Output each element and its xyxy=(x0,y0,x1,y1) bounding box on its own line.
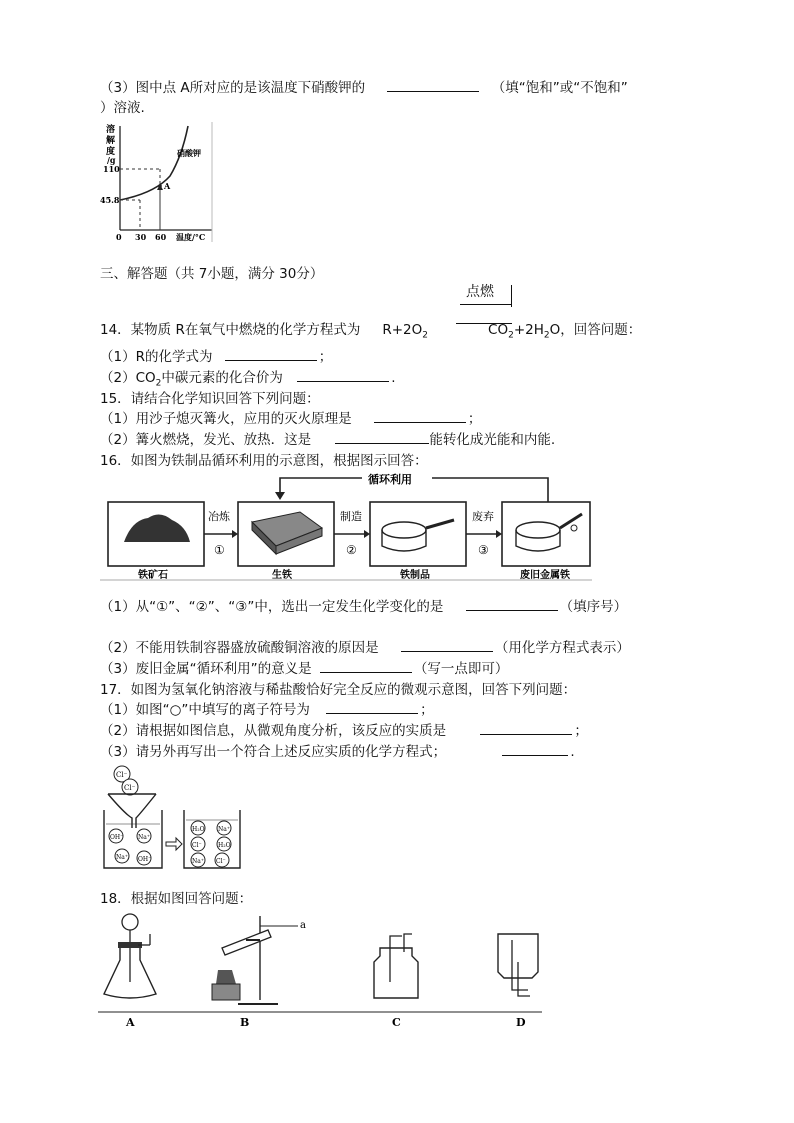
eq-right-sub2: 2 xyxy=(543,330,550,341)
answer-blank[interactable] xyxy=(466,598,558,611)
q14-sub1-text: （1）R的化学式为 xyxy=(100,349,213,365)
y-label-1: 溶 xyxy=(106,125,116,135)
box4-label: 废旧金属铁 xyxy=(520,570,570,581)
q16-sub2-text: （2）不能用铁制容器盛放硫酸铜溶液的原因是 xyxy=(100,640,379,656)
answer-blank[interactable] xyxy=(225,348,317,361)
answer-blank[interactable] xyxy=(320,660,412,673)
q13-line2: ）溶液. xyxy=(100,100,145,116)
q15-sub2 xyxy=(100,431,555,449)
right-ion-5: Na⁺ xyxy=(192,858,204,865)
apparatus-a xyxy=(104,914,156,998)
arrow3-label: 废弃 xyxy=(472,510,494,523)
y-tick-45-8: 45.8 xyxy=(100,195,120,205)
q14-stem-text: 14．某物质 R在氧气中燃烧的化学方程式为 xyxy=(100,322,361,338)
answer-blank[interactable] xyxy=(401,639,493,652)
right-ion-4: H₂O xyxy=(218,842,231,849)
eq-right-sub: 2 xyxy=(508,330,514,341)
funnel-ion-1: Cl⁻ xyxy=(116,771,128,779)
x-tick-30: 30 xyxy=(135,232,147,242)
eq-right-a: CO xyxy=(488,322,509,338)
q17-stem: 17．如图为氢氧化钠溶液与稀盐酸恰好完全反应的微观示意图，回答下列问题： xyxy=(100,682,577,698)
answer-blank[interactable] xyxy=(502,743,568,756)
y-label-3: 度 xyxy=(106,147,116,157)
iron-cycle-diagram xyxy=(100,470,592,582)
q15-stem: 15．请结合化学知识回答下列问题： xyxy=(100,391,320,407)
y-tick-110: 110 xyxy=(103,164,120,174)
condition-line-right xyxy=(511,285,512,307)
right-ion-3: Cl⁻ xyxy=(192,842,202,849)
q14-sub2-end: . xyxy=(391,370,396,386)
funnel-ion-2: Cl⁻ xyxy=(124,784,136,792)
q15-sub2-text: （2）篝火燃烧，发光、放热．这是 xyxy=(100,432,312,448)
box1-label: 铁矿石 xyxy=(138,570,168,581)
right-ion-1: H₂O xyxy=(192,826,205,833)
scrap-pot-image xyxy=(516,522,560,538)
box2-label: 生铁 xyxy=(272,570,292,581)
box3-label: 铁制品 xyxy=(400,570,430,581)
label-c: C xyxy=(392,1016,401,1029)
point-a-dot xyxy=(158,184,162,188)
label-a: A xyxy=(126,1016,135,1029)
section-title: 三、解答题（共 7小题，满分 30分） xyxy=(100,266,324,282)
q15-sub2-end: 能转化成光能和内能. xyxy=(429,432,556,448)
answer-blank[interactable] xyxy=(335,431,429,444)
q17-sub2-end: ； xyxy=(574,723,588,739)
q16-sub2 xyxy=(100,639,630,657)
solubility-curve xyxy=(120,126,188,200)
reaction-condition: 点燃 xyxy=(466,284,494,300)
answer-blank[interactable] xyxy=(297,369,389,382)
eq-right-b: +2H xyxy=(513,322,544,338)
q17-sub3-text: （3）请另外再写出一个符合上述反应实质的化学方程式； xyxy=(100,744,447,760)
q17-sub1 xyxy=(100,701,434,719)
answer-blank[interactable] xyxy=(374,410,466,423)
arrow2-num: ② xyxy=(346,543,357,557)
curve-label: 硝酸钾 xyxy=(177,148,201,158)
apparatus-c xyxy=(374,934,418,998)
arrow3-num: ③ xyxy=(478,543,489,557)
solubility-chart xyxy=(100,118,216,242)
lab-apparatus-diagram xyxy=(98,912,542,1030)
left-ion-4: OH⁻ xyxy=(138,856,152,863)
eq-left-sub: 2 xyxy=(422,330,429,341)
q17-sub2 xyxy=(100,722,588,740)
answer-blank[interactable] xyxy=(480,722,572,735)
q17-sub2-text: （2）请根据如图信息，从微观角度分析，该反应的实质是 xyxy=(100,723,447,739)
right-ion-6: Cl⁻ xyxy=(216,858,226,865)
q16-sub1-end: （填序号） xyxy=(559,599,628,615)
y-label-2: 解 xyxy=(106,136,116,146)
q18-stem: 18．根据如图回答问题： xyxy=(100,891,253,907)
q15-sub1-text: （1）用沙子熄灭篝火，应用的灭火原理是 xyxy=(100,411,352,427)
funnel xyxy=(108,794,156,828)
point-a-label: A xyxy=(164,181,171,191)
q17-sub3-end: . xyxy=(570,744,575,760)
arrow1-label: 冶炼 xyxy=(208,510,230,523)
q13-line1 xyxy=(100,79,628,97)
label-d: D xyxy=(516,1016,526,1029)
left-ion-1: OH⁻ xyxy=(110,834,124,841)
eq-right-c: O，回答问题： xyxy=(549,322,642,338)
q14-sub2-a: （2）CO xyxy=(100,370,156,386)
q17-sub1-text: （1）如图“○”中填写的离子符号为 xyxy=(100,702,310,718)
x-axis-label: 温度/°C xyxy=(176,232,206,242)
q14-stem xyxy=(100,321,641,345)
q16-sub3-text: （3）废旧金属“循环利用”的意义是 xyxy=(100,661,312,677)
q14-sub2-b: 中碳元素的化合价为 xyxy=(161,370,283,386)
arrow1-num: ① xyxy=(214,543,225,557)
q16-stem: 16．如图为铁制品循环利用的示意图，根据图示回答： xyxy=(100,453,428,469)
x-tick-60: 60 xyxy=(155,232,167,242)
eq-left: R+2O xyxy=(382,322,423,338)
top-label: 循环利用 xyxy=(368,473,412,486)
micro-reaction-diagram xyxy=(100,764,242,872)
condition-line-top xyxy=(460,304,512,305)
q15-sub1 xyxy=(100,410,481,428)
right-ion-2: Na⁺ xyxy=(218,826,230,833)
q14-sub2-sub: 2 xyxy=(155,378,162,389)
q16-sub2-end: （用化学方程式表示） xyxy=(494,640,630,656)
q13-text: （3）图中点 A所对应的是该温度下硝酸钾的 xyxy=(100,80,366,96)
q16-sub1 xyxy=(100,598,627,616)
q14-sub1-end: ； xyxy=(318,349,333,365)
left-ion-2: Na⁺ xyxy=(138,834,150,841)
apparatus-b xyxy=(212,916,298,1004)
reaction-arrow xyxy=(166,838,182,850)
answer-blank[interactable] xyxy=(326,701,418,714)
apparatus-d xyxy=(498,934,538,996)
q13-hint: （填“饱和”或“不饱和” xyxy=(491,80,628,96)
q15-sub1-end: ； xyxy=(467,411,482,427)
y-label-unit: /g xyxy=(107,155,116,165)
label-b: B xyxy=(240,1016,250,1029)
tube-label-a: a xyxy=(300,920,306,931)
answer-blank[interactable] xyxy=(387,79,479,92)
q16-sub1-text: （1）从“①”、“②”、“③”中，选出一定发生化学变化的是 xyxy=(100,599,444,615)
q17-sub1-end: ； xyxy=(420,702,434,718)
pot-image xyxy=(382,522,426,538)
x-tick-0: 0 xyxy=(116,232,122,242)
q16-sub3-end: （写一点即可） xyxy=(413,661,509,677)
left-ion-3: Na⁺ xyxy=(116,854,128,861)
q17-sub3 xyxy=(100,743,575,761)
q14-sub1 xyxy=(100,348,332,366)
arrow2-label: 制造 xyxy=(340,510,362,523)
q16-sub3 xyxy=(100,660,508,678)
